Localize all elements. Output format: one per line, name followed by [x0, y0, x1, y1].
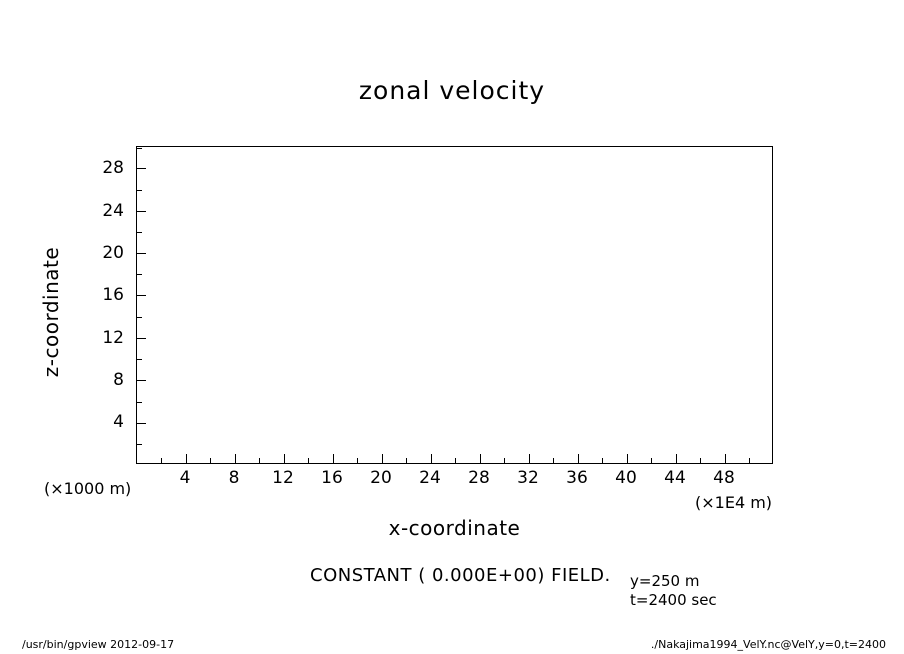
- x-minor-tick: [504, 458, 505, 463]
- y-tick-16: [137, 295, 146, 296]
- x-tick-40: [627, 454, 628, 463]
- y-tick-label: 24: [102, 201, 124, 221]
- x-minor-tick: [455, 458, 456, 463]
- x-minor-tick: [602, 458, 603, 463]
- x-tick-label: 12: [272, 468, 294, 488]
- x-minor-tick: [749, 458, 750, 463]
- x-minor-tick: [553, 458, 554, 463]
- x-tick-12: [284, 454, 285, 463]
- x-tick-label: 40: [615, 468, 637, 488]
- slice-info-t: t=2400 sec: [630, 591, 717, 609]
- x-minor-tick: [308, 458, 309, 463]
- y-minor-tick: [137, 232, 142, 233]
- x-tick-24: [431, 454, 432, 463]
- y-minor-tick: [137, 274, 142, 275]
- x-tick-4: [186, 454, 187, 463]
- x-tick-8: [235, 454, 236, 463]
- y-tick-label: 28: [102, 158, 124, 178]
- x-tick-44: [676, 454, 677, 463]
- x-tick-label: 24: [419, 468, 441, 488]
- y-minor-tick: [137, 317, 142, 318]
- x-tick-label: 48: [713, 468, 735, 488]
- x-tick-label: 4: [179, 468, 191, 488]
- x-minor-tick: [406, 458, 407, 463]
- y-tick-label: 20: [102, 243, 124, 263]
- x-tick-32: [529, 454, 530, 463]
- y-tick-20: [137, 253, 146, 254]
- y-tick-label: 4: [113, 412, 124, 432]
- y-axis-units: (×1000 m): [44, 479, 132, 498]
- footer-command: /usr/bin/gpview 2012-09-17: [22, 638, 175, 651]
- x-minor-tick: [161, 458, 162, 463]
- x-minor-tick: [210, 458, 211, 463]
- x-tick-label: 32: [517, 468, 539, 488]
- x-tick-36: [578, 454, 579, 463]
- y-tick-4: [137, 423, 146, 424]
- y-minor-tick: [137, 148, 142, 149]
- x-minor-tick: [700, 458, 701, 463]
- y-tick-24: [137, 211, 146, 212]
- x-minor-tick: [357, 458, 358, 463]
- y-tick-label: 8: [113, 370, 124, 390]
- x-tick-20: [382, 454, 383, 463]
- y-tick-label: 12: [102, 328, 124, 348]
- slice-info-y: y=250 m: [630, 572, 700, 590]
- footer-source: ./Nakajima1994_VelY.nc@VelY,y=0,t=2400: [650, 638, 886, 651]
- x-axis-label: x-coordinate: [388, 516, 521, 540]
- y-minor-tick: [137, 402, 142, 403]
- y-tick-12: [137, 338, 146, 339]
- x-minor-tick: [259, 458, 260, 463]
- y-tick-label: 16: [102, 285, 124, 305]
- chart-title: zonal velocity: [358, 76, 546, 105]
- x-tick-label: 28: [468, 468, 490, 488]
- x-tick-28: [480, 454, 481, 463]
- x-tick-48: [725, 454, 726, 463]
- x-minor-tick: [651, 458, 652, 463]
- plot-area: [136, 146, 773, 464]
- y-minor-tick: [137, 444, 142, 445]
- y-minor-tick: [137, 359, 142, 360]
- slice-info: [630, 572, 717, 610]
- y-axis-label: z-coordinate: [39, 246, 63, 378]
- x-tick-label: 8: [228, 468, 240, 488]
- constant-field-note: CONSTANT ( 0.000E+00) FIELD.: [310, 565, 611, 586]
- x-axis-units: (×1E4 m): [695, 493, 773, 512]
- x-tick-label: 44: [664, 468, 686, 488]
- x-tick-label: 16: [321, 468, 343, 488]
- x-tick-label: 36: [566, 468, 588, 488]
- y-tick-8: [137, 380, 146, 381]
- x-tick-label: 20: [370, 468, 392, 488]
- y-minor-tick: [137, 190, 142, 191]
- y-tick-28: [137, 168, 146, 169]
- x-tick-16: [333, 454, 334, 463]
